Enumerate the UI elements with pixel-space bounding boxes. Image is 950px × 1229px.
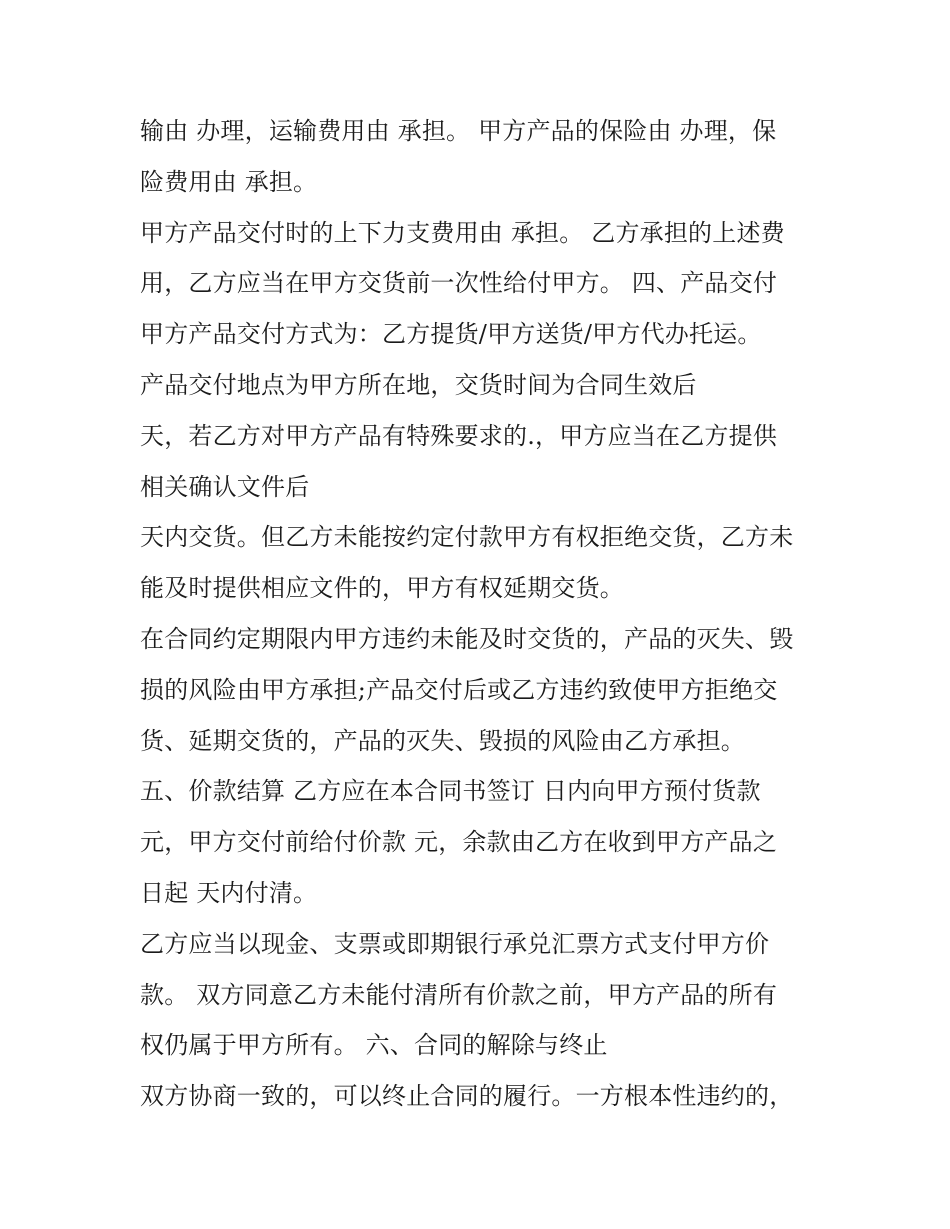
text-line: 双方协商一致的，可以终止合同的履行。一方根本性违约的， bbox=[140, 1082, 794, 1111]
text-line: 产品交付地点为甲方所在地，交货时间为合同生效后 bbox=[140, 370, 697, 399]
text-line: 险费用由 承担。 bbox=[140, 167, 318, 196]
text-line: 乙方应当以现金、支票或即期银行承兑汇票方式支付甲方价 bbox=[140, 929, 770, 958]
text-line: 日起 天内付清。 bbox=[140, 878, 318, 907]
text-line: 用，乙方应当在甲方交货前一次性给付甲方。 四、产品交付 bbox=[140, 269, 778, 298]
text-line: 能及时提供相应文件的，甲方有权延期交货。 bbox=[140, 574, 624, 603]
text-line: 天，若乙方对甲方产品有特殊要求的.，甲方应当在乙方提供 bbox=[140, 421, 778, 450]
text-line: 权仍属于甲方所有。 六、合同的解除与终止 bbox=[140, 1031, 608, 1060]
text-line: 款。 双方同意乙方未能付清所有价款之前，甲方产品的所有 bbox=[140, 980, 778, 1009]
text-line: 五、价款结算 乙方应在本合同书签订 日内向甲方预付货款 bbox=[140, 777, 761, 806]
text-line: 甲方产品交付时的上下力支费用由 承担。 乙方承担的上述费 bbox=[140, 218, 785, 247]
document-body bbox=[140, 106, 830, 1122]
text-line: 损的风险由甲方承担;产品交付后或乙方违约致使甲方拒绝交 bbox=[140, 675, 778, 704]
text-line: 元，甲方交付前给付价款 元，余款由乙方在收到甲方产品之 bbox=[140, 828, 778, 857]
text-line: 在合同约定期限内甲方违约未能及时交货的，产品的灭失、毁 bbox=[140, 624, 794, 653]
text-line: 相关确认文件后 bbox=[140, 472, 310, 501]
text-line: 货、延期交货的，产品的灭失、毁损的风险由乙方承担。 bbox=[140, 726, 745, 755]
text-line: 输由 办理，运输费用由 承担。 甲方产品的保险由 办理，保 bbox=[140, 117, 777, 145]
text-line: 甲方产品交付方式为：乙方提货/甲方送货/甲方代办托运。 bbox=[140, 320, 762, 349]
text-line: 天内交货。但乙方未能按约定付款甲方有权拒绝交货，乙方未 bbox=[140, 523, 794, 552]
